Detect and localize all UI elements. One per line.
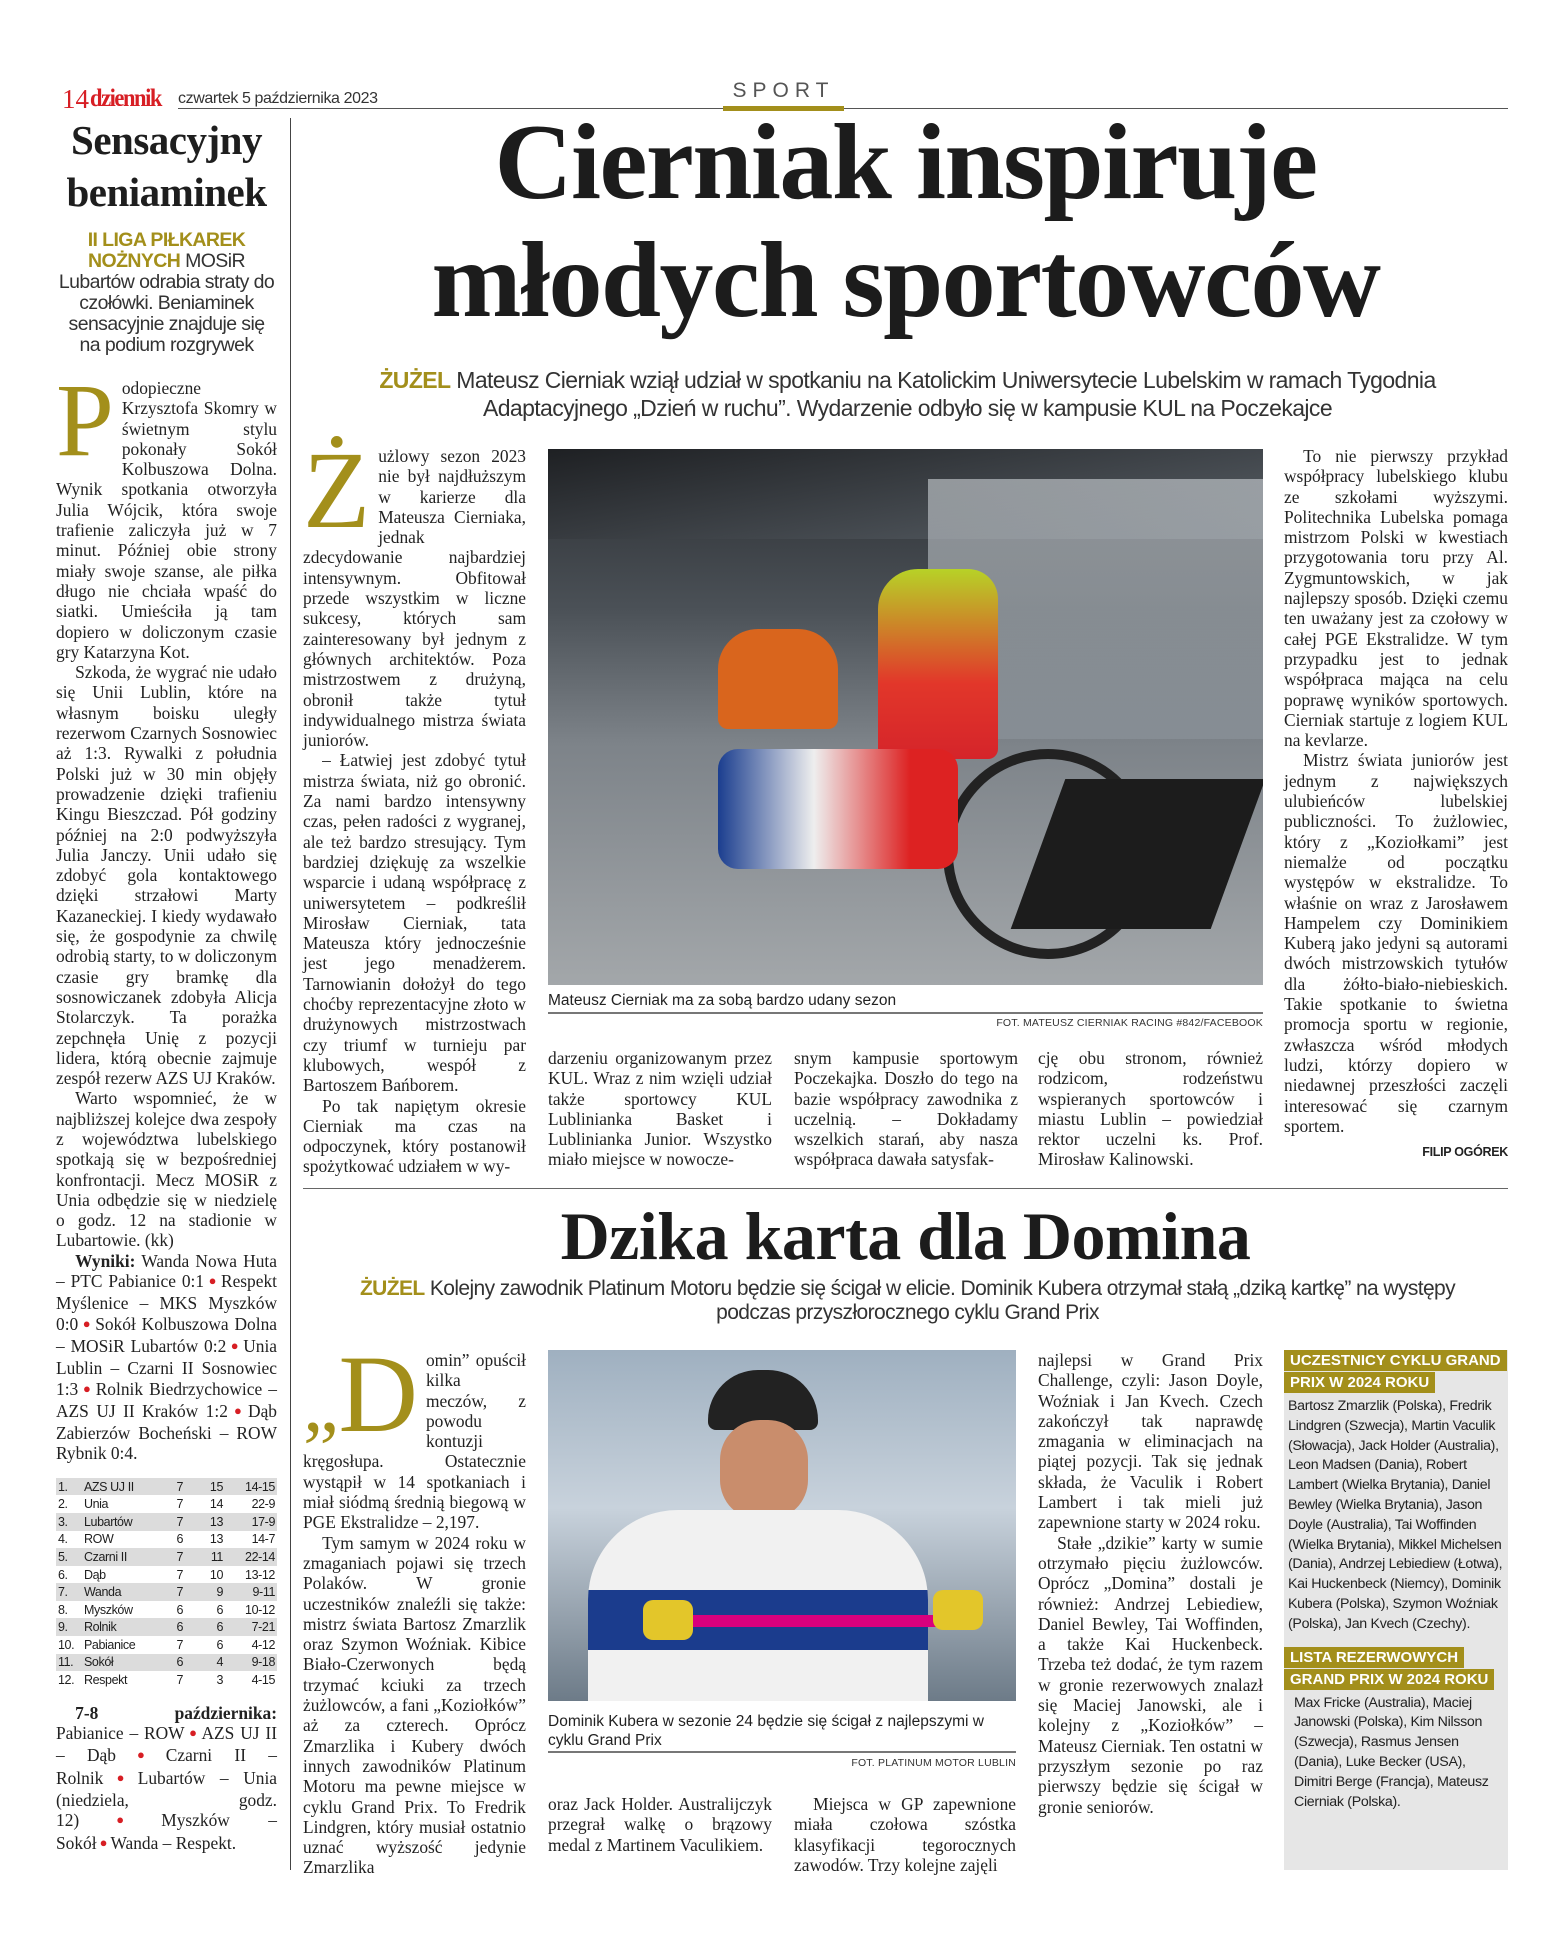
second-col-c — [1038, 1350, 1263, 1817]
goals-cell: 17-9 — [225, 1513, 277, 1531]
drop-cap: P — [56, 363, 114, 478]
main-col-1 — [303, 429, 526, 1177]
second-paragraph: najlepsi w Grand Prix Challenge, czyli: Jason Doyle, Woźniak i Jan Kvech. Czech zakończył tak naprawdę zmagania w eliminacjach na piątej pozycji. Tak się jednak składa, że Vaculik i Robert Lambert i tak mieli już zapewnione starty w 2024 roku. — [1038, 1350, 1263, 1533]
gloves — [933, 1590, 983, 1630]
rider-face — [720, 1420, 808, 1520]
matches-cell: 7 — [176, 1497, 183, 1512]
handlebar — [648, 1615, 948, 1627]
table-row — [56, 1478, 277, 1496]
goals-cell: 22-14 — [225, 1548, 277, 1566]
matches-cell: 7 — [151, 1548, 185, 1566]
results-paragraph — [56, 1251, 277, 1464]
matches-cell: 7 — [151, 1478, 185, 1496]
second-paragraph-text: omin” opuścił kilka meczów, z powodu kontuzji kręgosłupa. Ostatecznie wystąpił w 14 spotkaniach i miał siódmą średnią biegową w PGE Ekstralidze – 2,197. — [303, 1350, 526, 1533]
list-item: Pabianice – ROW — [56, 1723, 185, 1744]
reserves-list: Max Fricke (Australia), Maciej Janowski (Polska), Kim Nilsson (Szwecja), Rasmus Jensen (Dania), Luke Becker (USA), Dimitri Berge (Francja), Mateusz Cierniak (Polska). — [1294, 1694, 1489, 1810]
list-item: Lubartów – Unia (niedziela, godz. 12) — [56, 1767, 277, 1831]
list-item: AZS UJ II – Dąb — [56, 1723, 277, 1766]
main-paragraph: snym kampusie sportowym Poczekajka. Doszło do tego na bazie współpracy zawodnika z uczelnią. – Dokładamy wszelkich starań, aby nasza współpraca dawała satysfak- — [794, 1048, 1018, 1170]
rank-cell: 3. — [56, 1513, 82, 1531]
fixtures-paragraph — [56, 1703, 277, 1855]
matches-cell: 6 — [151, 1618, 185, 1636]
main-under-col-1 — [548, 1048, 772, 1170]
list-item: Wanda – Respekt. — [110, 1832, 237, 1853]
side-deck — [56, 230, 277, 356]
matches-cell: 7 — [176, 1567, 183, 1582]
points-cell: 13 — [209, 1532, 223, 1547]
matches-cell: 7 — [151, 1513, 185, 1531]
team-cell: Czarni II — [82, 1548, 151, 1566]
side-deck-text: MOSiR Lubartów odrabia straty do czołówki. Beniaminek sensacyjnie znajduje się na podium rozgrywek — [58, 250, 275, 356]
list-item: Respekt Myślenice – MKS Myszków 0:0 — [56, 1271, 277, 1334]
second-deck — [330, 1277, 1485, 1325]
motorbike-body — [718, 749, 958, 869]
second-under-col-2 — [794, 1794, 1016, 1875]
table-row — [56, 1583, 277, 1601]
second-headline: Dzika karta dla Domina — [560, 1198, 1251, 1274]
main-headline-line1: Cierniak inspiruje — [494, 103, 1317, 222]
drop-cap: Ż — [303, 429, 371, 551]
second-deck-label: ŻUŻEL — [359, 1277, 425, 1300]
bullet-dot-icon: ● — [81, 1315, 93, 1331]
rank-cell: 6. — [58, 1567, 68, 1582]
table-row — [56, 1618, 277, 1636]
table-row — [56, 1671, 277, 1689]
bullet-dot-icon: ● — [230, 1402, 246, 1418]
team-cell: Lubartów — [82, 1513, 151, 1531]
main-headline — [303, 104, 1508, 340]
gp-sidebar — [1284, 1350, 1508, 1870]
rank-cell: 12. — [58, 1673, 75, 1688]
bullet-dot-icon: ● — [207, 1273, 218, 1289]
side-article — [56, 114, 277, 1855]
rank-cell: 1. — [56, 1478, 82, 1496]
bullet-dot-icon: ● — [106, 1769, 135, 1785]
bullet-dot-icon: ● — [99, 1834, 108, 1850]
main-under-col-3 — [1038, 1048, 1263, 1170]
reserves-box — [1284, 1647, 1508, 1813]
points-cell: 6 — [216, 1637, 223, 1652]
main-headline-line2: młodych sportowców — [431, 221, 1380, 340]
participants-box-title: UCZESTNICY CYKLU GRAND PRIX W 2024 ROKU — [1284, 1350, 1507, 1393]
drop-quote: „ — [303, 1361, 339, 1449]
participants-box — [1284, 1350, 1508, 1635]
drop-cap-letter: D — [338, 1333, 418, 1455]
byline: FILIP OGÓREK — [1422, 1145, 1508, 1160]
fixtures-list — [56, 1723, 277, 1852]
reserves-box-title: LISTA REZERWOWYCH GRAND PRIX W 2024 ROKU — [1284, 1647, 1494, 1690]
matches-cell: 7 — [176, 1673, 183, 1688]
matches-cell: 6 — [176, 1602, 183, 1617]
team-cell: ROW — [84, 1532, 114, 1547]
second-paragraph: Miejsca w GP zapewnione miała czołowa szóstka klasyfikacji tegorocznych zawodów. Trzy kolejne zajęli — [794, 1794, 1016, 1875]
goals-cell: 9-18 — [225, 1654, 277, 1672]
main-paragraph: darzeniu organizowanym przez KUL. Wraz z nim wzięli udział także sportowcy KUL Lublinianka Basket i Lublinianka Junior. Wszystko miało miejsce w nowocze- — [548, 1048, 772, 1170]
list-item: Sokół Kolbuszowa Dolna – MOSiR Lubartów 0:2 — [56, 1313, 277, 1356]
table-row — [56, 1601, 277, 1619]
side-headline-line1: Sensacyjny — [71, 117, 262, 163]
second-paragraph: oraz Jack Holder. Australijczyk przegrał walkę o brązowy medal z Martinem Vaculikiem. — [548, 1794, 772, 1855]
gloves — [643, 1600, 693, 1640]
column-divider — [290, 118, 291, 1870]
matches-cell: 7 — [151, 1583, 185, 1601]
rank-cell: 9. — [56, 1618, 82, 1636]
main-photo-caption: Mateusz Cierniak ma za sobą bardzo udany sezon — [548, 992, 897, 1009]
side-paragraph-text: odopieczne Krzysztofa Skomry w świetnym stylu pokonały Sokół Kolbuszowa Dolna. Wynik spotkania otworzyła Julia Wójcik, która swoje trafienie zaliczyła już w 7 minut. Później obie strony miały swoje szanse, ale piłka długo nie chciała wpaść do siatki. Umieściła ją tam dopiero w doliczonym czasie gry Katarzyna Kot. — [56, 378, 277, 662]
table-row — [56, 1548, 277, 1566]
second-photo-credit: FOT. PLATINUM MOTOR LUBLIN — [851, 1757, 1016, 1769]
matches-cell: 7 — [176, 1637, 183, 1652]
side-body — [56, 363, 278, 1464]
list-item: Wanda Nowa Huta – PTC Pabianice 0:1 — [56, 1250, 277, 1292]
second-photo-caption: Dominik Kubera w sezonie 24 będzie się ścigał z najlepszymi w cyklu Grand Prix — [548, 1713, 984, 1749]
results-list — [56, 1251, 277, 1464]
goals-cell: 9-11 — [225, 1583, 277, 1601]
fixtures-block — [56, 1703, 277, 1855]
list-item: Myszków – Sokół — [56, 1810, 277, 1853]
points-cell: 6 — [216, 1602, 223, 1617]
second-paragraph: Tym samym w 2024 roku w zmaganiach pojawi się trzech Polaków. W gronie uczestników znaleźli się także: mistrz świata Bartosz Zmarzlik oraz Szymon Woźniak. Kibice Biało-Czerwonych będą trzymać kciuki za trzech żużlowców, a fani „Koziołków” aż za czterech. Oprócz Zmarzlika i Kubery dwóch innych zawodników Platinum Motoru ma pewne miejsce w cyklu Grand Prix. To Fredrik Lindgren, który musiał ostatnio uznać wyższość jedynie Zmarzlika — [303, 1532, 526, 1878]
points-cell: 14 — [209, 1497, 223, 1512]
rank-cell: 5. — [56, 1548, 82, 1566]
team-cell: Rolnik — [82, 1618, 151, 1636]
second-paragraph — [303, 1333, 526, 1533]
points-cell: 13 — [185, 1513, 225, 1531]
goals-cell: 10-12 — [245, 1602, 275, 1617]
points-cell: 3 — [216, 1673, 223, 1688]
list-item: Dąb Zabierzów Bocheński – ROW Rybnik 0:4. — [56, 1400, 277, 1464]
rank-cell: 4. — [58, 1532, 68, 1547]
rider-figure — [878, 569, 998, 759]
matches-cell: 6 — [176, 1532, 183, 1547]
matches-cell: 6 — [151, 1654, 185, 1672]
second-photo — [548, 1350, 1016, 1701]
list-item: Czarni II – Rolnik — [56, 1745, 277, 1788]
fixtures-label: 7-8 października: — [75, 1702, 277, 1723]
table-row — [56, 1513, 277, 1531]
team-cell: Myszków — [84, 1602, 133, 1617]
bullet-dot-icon: ● — [118, 1747, 163, 1763]
team-cell: AZS UJ II — [82, 1478, 151, 1496]
main-photo — [548, 449, 1263, 985]
side-paragraph: Szkoda, że wygrać nie udało się Unii Lublin, które na własnym boisku uległy rezerwom Czarnych Sosnowiec aż 1:3. Rywalki z południa Polski już w 30 min objęły prowadzenie dzięki trafieniu Kingu Bieszczad. Pół godziny później na 2:0 podwyższyła Julia Janczy. Unii udało się zdobyć gola kontaktowego dzięki strzałowi Marty Kazaneckiej. I kiedy wydawało się, że gospodynie za chwilę odrobią starty, to w doliczonym czasie gry bramkę dla sosnowiczanek zdobyła Alicja Stolarczyk. Ta porażka zepchnęła Unię z pozycji lidera, którą obecnie zajmuje zespół rezerw AZS UJ Kraków. — [56, 662, 277, 1089]
points-cell: 9 — [185, 1583, 225, 1601]
caption-rule — [548, 1751, 1016, 1753]
goals-cell: 4-12 — [251, 1637, 275, 1652]
table-row — [56, 1495, 277, 1513]
table-row — [56, 1636, 277, 1654]
main-paragraph: – Łatwiej jest zdobyć tytuł mistrza świata, niż go obronić. Za nami bardzo intensywny czas, pełen radości z wygranej, ale też bardzo stresujący. Tym bardziej dziękuję za wszelkie wsparcie i udaną współpracę z uniwersytetem – podkreślił Mirosław Cierniak, tata Mateusza który jednocześnie jest jego menadżerem. Tarnowianin dołożył do tego choćby reprezentacyjne złoto w drużynowych mistrzostwach czy triumf w turnieju par klubowych, wespół z Bartoszem Bańborem. — [303, 750, 526, 1096]
goals-cell: 13-12 — [245, 1567, 275, 1582]
main-paragraph: cję obu stronom, również rodzicom, rodzeństwu wspieranych sportowców i miastu Lublin – powiedział rektor uczelni ks. Prof. Mirosław Kalinowski. — [1038, 1048, 1263, 1170]
points-cell: 11 — [185, 1548, 225, 1566]
brand-logo: dziennik — [90, 85, 162, 112]
rank-cell: 2. — [58, 1497, 68, 1512]
main-paragraph-text: użlowy sezon 2023 nie był najdłuższym w karierze dla Mateusza Cierniaka, jednak zdecydowanie najbardziej intensywnym. Obfitował przede wszystkim w liczne sukcesy, których sam zainteresowany był jednym z głównych architektów. Poza mistrzostwem z drużyną, obronił także tytuł indywidualnego mistrza świata juniorów. — [303, 446, 526, 751]
main-deck-label: ŻUŻEL — [379, 367, 451, 393]
main-under-col-2 — [794, 1048, 1018, 1170]
list-item: Rolnik Biedrzychowice – AZS UJ II Kraków 1:2 — [56, 1378, 278, 1421]
points-cell: 10 — [209, 1567, 223, 1582]
goals-cell: 14-15 — [225, 1478, 277, 1496]
results-label: Wyniki: — [75, 1250, 136, 1271]
rank-cell: 7. — [56, 1583, 82, 1601]
main-right-col — [1284, 446, 1508, 1162]
second-deck-text: Kolejny zawodnik Platinum Motoru będzie się ścigał w elicie. Dominik Kubera otrzymał stałą „dziką kartkę” na występy podczas przyszłorocznego cyklu Grand Prix — [429, 1277, 1456, 1324]
standings-table — [56, 1478, 277, 1689]
main-photo-credit: FOT. MATEUSZ CIERNIAK RACING #842/FACEBOOK — [996, 1017, 1263, 1029]
team-cell: Pabianice — [84, 1637, 136, 1652]
rank-cell: 11. — [56, 1654, 82, 1672]
rider-suit — [588, 1510, 928, 1701]
side-deck-label: II LIGA PIŁKAREK NOŻNYCH — [87, 229, 246, 272]
mechanic-figure — [718, 629, 838, 729]
bullet-dot-icon: ● — [229, 1337, 241, 1353]
main-paragraph: To nie pierwszy przykład współpracy lubelskiego klubu ze szkołami wyższymi. Politechnika Lubelska pomaga mistrzom Polski w kwestiach przygotowania toru przy Al. Zygmuntowskich, w jak najlepszy sposób. Dzięki czemu ten uważany jest za czołowy w całej PGE Ekstralidze. W tym przypadku jest to jednak współpraca mająca na celu poprawę wyników sportowych. Cierniak startuje z logiem KUL na kevlarze. — [1284, 446, 1508, 751]
side-paragraph: Warto wspomnieć, że w najbliższej kolejce dwa zespoły z województwa lubelskiego spotkają się w bezpośredniej konfrontacji. Mecz MOSiR z Unia odbędzie się w niedzielę o godz. 12 na stadionie w Lubartowie. (kk) — [56, 1088, 277, 1251]
team-cell: Sokół — [82, 1654, 151, 1672]
team-cell: Dąb — [84, 1567, 106, 1582]
team-cell: Respekt — [84, 1673, 128, 1688]
list-item: Unia Lublin – Czarni II Sosnowiec 1:3 — [56, 1335, 277, 1399]
section-label: SPORT — [732, 79, 835, 102]
points-cell: 4 — [185, 1654, 225, 1672]
main-paragraph: Po tak napiętym okresie Cierniak ma czas na odpoczynek, który postanowił spożytkować udziałem w wy- — [303, 1095, 526, 1177]
main-deck — [320, 366, 1495, 422]
caption-rule — [548, 1012, 1263, 1014]
side-headline-line2: beniaminek — [66, 169, 267, 215]
side-headline — [56, 114, 277, 218]
participants-list: Bartosz Zmarzlik (Polska), Fredrik Lindgren (Szwecja), Martin Vaculik (Słowacja), Jack Holder (Australia), Leon Madsen (Dania), Robert Lambert (Wielka Brytania), Daniel Bewley (Wielka Brytania), Jason Doyle (Australia), Tai Woffinden (Wielka Brytania), Mikkel Michelsen (Dania), Andrzej Lebiediew (Łotwa), Kai Huckenbeck (Niemcy), Dominik Kubera (Polska), Szymon Woźniak (Polska), Jan Kvech (Czechy). — [1288, 1398, 1503, 1632]
drop-cap — [303, 1333, 418, 1455]
goals-cell: 7-21 — [225, 1618, 277, 1636]
side-paragraph — [56, 363, 277, 662]
rank-cell: 10. — [58, 1637, 75, 1652]
second-under-col-1 — [548, 1794, 772, 1855]
bullet-dot-icon: ● — [82, 1812, 159, 1828]
rank-cell: 8. — [58, 1602, 68, 1617]
goals-cell: 22-9 — [251, 1497, 275, 1512]
goals-cell: 14-7 — [251, 1532, 275, 1547]
bullet-dot-icon: ● — [187, 1725, 199, 1741]
team-cell: Unia — [84, 1497, 109, 1512]
second-col-a — [303, 1333, 526, 1878]
table-row — [56, 1531, 277, 1549]
table-row — [56, 1566, 277, 1584]
page-number: 14 — [62, 84, 89, 114]
points-cell: 15 — [185, 1478, 225, 1496]
main-paragraph — [303, 429, 526, 751]
second-paragraph: Stałe „dzikie” karty w sumie otrzymało pięciu żużlowców. Oprócz „Domina” dostali je również: Andrzej Lebiediew, Daniel Bewley, Tai Woffinden, a także Kai Huckenbeck. Trzeba też dodać, że tym razem w gronie rezerwowych znalazł się Maciej Janowski, ale i kolejny z „Koziołków” – Mateusz Cierniak. Ten ostatni w przyszłym sezonie po raz pierwszy będzie się ścigał w gronie seniorów. — [1038, 1532, 1263, 1817]
points-cell: 6 — [185, 1618, 225, 1636]
main-paragraph: Mistrz świata juniorów jest jednym z największych ulubieńców lubelskiej publiczności. To żużlowiec, który z „Koziołkami” jest niemalże od początku występów w ekstralidze. To właśnie on wraz z Jarosławem Hampelem czy Dominikiem Kuberą jako jedyni są autorami dwóch mistrzowskich tytułów dla żółto-biało-niebieskich. Takie spotkanie to świetna promocja sportu w regionie, zwłaszcza wśród młodych ludzi, którzy dopiero w niedawnej przeszłości zaczęli interesować się czarnym sportem. — [1284, 750, 1508, 1136]
goals-cell: 4-15 — [251, 1673, 275, 1688]
table-row — [56, 1654, 277, 1672]
article-separator — [303, 1188, 1508, 1189]
issue-date: czwartek 5 października 2023 — [178, 90, 378, 107]
bullet-dot-icon: ● — [81, 1380, 93, 1396]
team-cell: Wanda — [82, 1583, 151, 1601]
main-deck-text: Mateusz Cierniak wziął udział w spotkaniu na Katolickim Uniwersytecie Lubelskim w ramach Tygodnia Adaptacyjnego „Dzień w ruchu”. Wydarzenie odbyło się w kampusie KUL na Poczekajce — [456, 367, 1436, 421]
